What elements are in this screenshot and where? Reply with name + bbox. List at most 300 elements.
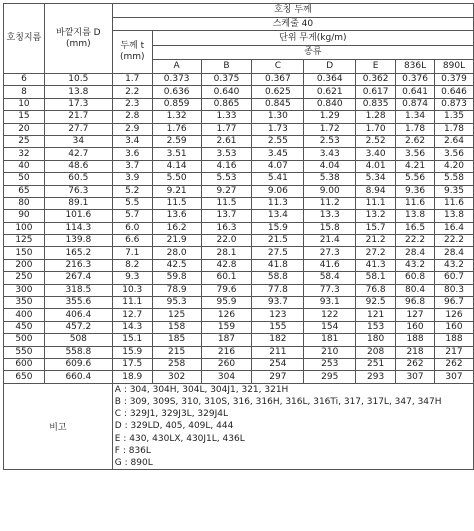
cell-weight-836l: 0.641 <box>396 86 435 98</box>
cell-weight-836l: 80.4 <box>396 284 435 296</box>
cell-weight-d: 13.3 <box>304 210 356 222</box>
cell-wall-thickness: 3.7 <box>112 160 152 172</box>
pipe-weight-table <box>3 3 474 470</box>
cell-weight-e: 3.40 <box>356 148 396 160</box>
header-grade-e: E <box>356 60 396 74</box>
cell-weight-836l: 22.2 <box>396 235 435 247</box>
cell-weight-c: 0.625 <box>252 86 304 98</box>
cell-wall-thickness: 18.9 <box>112 371 152 383</box>
cell-weight-d: 0.621 <box>304 86 356 98</box>
header-unit-weight: 단위 무게(kg/m) <box>152 31 473 46</box>
cell-weight-c: 123 <box>252 309 304 321</box>
cell-weight-d: 41.6 <box>304 259 356 271</box>
note-line: D : 329LD, 405, 409L, 444 <box>114 421 234 432</box>
cell-weight-890l: 188 <box>435 334 474 346</box>
cell-weight-c: 1.30 <box>252 111 304 123</box>
cell-weight-d: 295 <box>304 371 356 383</box>
cell-weight-836l: 28.4 <box>396 247 435 259</box>
cell-wall-thickness: 2.9 <box>112 123 152 135</box>
cell-weight-c: 297 <box>252 371 304 383</box>
cell-weight-c: 4.07 <box>252 160 304 172</box>
cell-weight-e: 4.01 <box>356 160 396 172</box>
cell-weight-890l: 0.646 <box>435 86 474 98</box>
cell-weight-c: 182 <box>252 334 304 346</box>
note-line: F : 836L <box>114 445 151 456</box>
cell-nominal-diameter: 6 <box>4 74 45 86</box>
cell-weight-890l: 11.6 <box>435 197 474 209</box>
cell-weight-890l: 13.8 <box>435 210 474 222</box>
table-row <box>4 123 474 135</box>
cell-weight-d: 122 <box>304 309 356 321</box>
cell-weight-d: 5.38 <box>304 173 356 185</box>
cell-weight-e: 13.2 <box>356 210 396 222</box>
cell-weight-c: 254 <box>252 358 304 370</box>
header-grade-a: A <box>152 60 201 74</box>
table-row <box>4 210 474 222</box>
cell-weight-a: 1.32 <box>152 111 201 123</box>
cell-weight-b: 216 <box>201 346 252 358</box>
table-row <box>4 86 474 98</box>
cell-weight-a: 258 <box>152 358 201 370</box>
cell-weight-836l: 3.56 <box>396 148 435 160</box>
cell-weight-c: 27.5 <box>252 247 304 259</box>
cell-weight-890l: 3.56 <box>435 148 474 160</box>
cell-weight-c: 211 <box>252 346 304 358</box>
cell-weight-c: 13.4 <box>252 210 304 222</box>
cell-weight-836l: 188 <box>396 334 435 346</box>
cell-nominal-diameter: 10 <box>4 98 45 110</box>
cell-weight-836l: 96.8 <box>396 297 435 309</box>
cell-wall-thickness: 9.3 <box>112 272 152 284</box>
cell-wall-thickness: 2.2 <box>112 86 152 98</box>
cell-weight-e: 2.52 <box>356 135 396 147</box>
header-grade-890l: 890L <box>435 60 474 74</box>
cell-weight-e: 0.617 <box>356 86 396 98</box>
cell-weight-a: 21.9 <box>152 235 201 247</box>
cell-weight-e: 0.835 <box>356 98 396 110</box>
cell-outer-diameter: 76.3 <box>44 185 112 197</box>
cell-weight-d: 93.1 <box>304 297 356 309</box>
cell-weight-a: 2.59 <box>152 135 201 147</box>
cell-weight-c: 58.8 <box>252 272 304 284</box>
table-row <box>4 321 474 333</box>
cell-wall-thickness: 2.8 <box>112 111 152 123</box>
header-grade-c: C <box>252 60 304 74</box>
cell-weight-a: 185 <box>152 334 201 346</box>
cell-weight-e: 41.3 <box>356 259 396 271</box>
cell-weight-a: 125 <box>152 309 201 321</box>
cell-weight-836l: 5.56 <box>396 173 435 185</box>
cell-weight-a: 59.8 <box>152 272 201 284</box>
cell-weight-836l: 0.376 <box>396 74 435 86</box>
cell-weight-a: 0.859 <box>152 98 201 110</box>
cell-weight-a: 0.636 <box>152 86 201 98</box>
cell-weight-a: 3.51 <box>152 148 201 160</box>
table-row <box>4 259 474 271</box>
cell-outer-diameter: 660.4 <box>44 371 112 383</box>
cell-wall-thickness: 1.7 <box>112 74 152 86</box>
cell-weight-b: 5.53 <box>201 173 252 185</box>
table-row <box>4 135 474 147</box>
cell-weight-836l: 1.78 <box>396 123 435 135</box>
cell-wall-thickness: 2.3 <box>112 98 152 110</box>
cell-nominal-diameter: 350 <box>4 297 45 309</box>
cell-weight-a: 1.76 <box>152 123 201 135</box>
cell-outer-diameter: 13.8 <box>44 86 112 98</box>
table-row <box>4 111 474 123</box>
cell-weight-d: 15.8 <box>304 222 356 234</box>
cell-weight-836l: 9.36 <box>396 185 435 197</box>
cell-weight-890l: 2.64 <box>435 135 474 147</box>
cell-weight-c: 9.06 <box>252 185 304 197</box>
table-row <box>4 358 474 370</box>
cell-weight-890l: 22.2 <box>435 235 474 247</box>
cell-weight-d: 1.72 <box>304 123 356 135</box>
table-row <box>4 98 474 110</box>
cell-weight-836l: 43.2 <box>396 259 435 271</box>
cell-nominal-diameter: 25 <box>4 135 45 147</box>
cell-weight-a: 158 <box>152 321 201 333</box>
cell-outer-diameter: 558.8 <box>44 346 112 358</box>
cell-weight-e: 1.70 <box>356 123 396 135</box>
cell-outer-diameter: 267.4 <box>44 272 112 284</box>
cell-outer-diameter: 355.6 <box>44 297 112 309</box>
table-row <box>4 346 474 358</box>
cell-weight-b: 13.7 <box>201 210 252 222</box>
cell-outer-diameter: 89.1 <box>44 197 112 209</box>
cell-weight-890l: 9.35 <box>435 185 474 197</box>
cell-outer-diameter: 21.7 <box>44 111 112 123</box>
table-row <box>4 334 474 346</box>
cell-weight-b: 42.8 <box>201 259 252 271</box>
cell-nominal-diameter: 90 <box>4 210 45 222</box>
cell-nominal-diameter: 550 <box>4 346 45 358</box>
cell-wall-thickness: 3.6 <box>112 148 152 160</box>
cell-weight-d: 4.04 <box>304 160 356 172</box>
cell-weight-c: 41.8 <box>252 259 304 271</box>
cell-weight-836l: 1.34 <box>396 111 435 123</box>
cell-weight-890l: 1.78 <box>435 123 474 135</box>
cell-wall-thickness: 5.7 <box>112 210 152 222</box>
cell-wall-thickness: 8.2 <box>112 259 152 271</box>
table-row <box>4 148 474 160</box>
cell-weight-c: 21.5 <box>252 235 304 247</box>
cell-weight-c: 5.41 <box>252 173 304 185</box>
cell-nominal-diameter: 15 <box>4 111 45 123</box>
cell-weight-e: 1.28 <box>356 111 396 123</box>
cell-weight-836l: 11.6 <box>396 197 435 209</box>
cell-weight-d: 0.364 <box>304 74 356 86</box>
header-outer-diameter: 바깥지름 D (mm) <box>44 4 112 74</box>
cell-outer-diameter: 42.7 <box>44 148 112 160</box>
cell-weight-890l: 43.2 <box>435 259 474 271</box>
cell-wall-thickness: 3.4 <box>112 135 152 147</box>
cell-outer-diameter: 10.5 <box>44 74 112 86</box>
cell-weight-890l: 28.4 <box>435 247 474 259</box>
cell-weight-a: 4.14 <box>152 160 201 172</box>
cell-outer-diameter: 457.2 <box>44 321 112 333</box>
cell-nominal-diameter: 300 <box>4 284 45 296</box>
cell-nominal-diameter: 32 <box>4 148 45 160</box>
note-line: C : 329J1, 329J3L, 329J4L <box>114 409 228 420</box>
cell-weight-a: 11.5 <box>152 197 201 209</box>
cell-weight-890l: 262 <box>435 358 474 370</box>
cell-weight-e: 11.1 <box>356 197 396 209</box>
cell-weight-d: 2.53 <box>304 135 356 147</box>
table-row <box>4 371 474 383</box>
cell-nominal-diameter: 400 <box>4 309 45 321</box>
cell-weight-a: 16.2 <box>152 222 201 234</box>
cell-weight-836l: 127 <box>396 309 435 321</box>
cell-weight-d: 210 <box>304 346 356 358</box>
cell-nominal-diameter: 40 <box>4 160 45 172</box>
cell-nominal-diameter: 250 <box>4 272 45 284</box>
cell-weight-a: 215 <box>152 346 201 358</box>
note-line: E : 430, 430LX, 430J1L, 436L <box>114 433 245 444</box>
cell-weight-b: 260 <box>201 358 252 370</box>
cell-weight-b: 4.16 <box>201 160 252 172</box>
cell-wall-thickness: 17.5 <box>112 358 152 370</box>
table-row <box>4 247 474 259</box>
cell-wall-thickness: 5.2 <box>112 185 152 197</box>
cell-weight-c: 1.73 <box>252 123 304 135</box>
cell-weight-d: 3.43 <box>304 148 356 160</box>
cell-weight-c: 2.55 <box>252 135 304 147</box>
table-row <box>4 309 474 321</box>
cell-weight-b: 0.640 <box>201 86 252 98</box>
cell-weight-b: 3.53 <box>201 148 252 160</box>
cell-nominal-diameter: 100 <box>4 222 45 234</box>
notes-label: 비고 <box>4 383 113 469</box>
cell-weight-d: 181 <box>304 334 356 346</box>
cell-wall-thickness: 12.7 <box>112 309 152 321</box>
table-body <box>4 74 474 384</box>
cell-weight-a: 28.0 <box>152 247 201 259</box>
cell-weight-c: 11.3 <box>252 197 304 209</box>
cell-weight-d: 58.4 <box>304 272 356 284</box>
cell-outer-diameter: 609.6 <box>44 358 112 370</box>
cell-weight-e: 293 <box>356 371 396 383</box>
cell-weight-b: 79.6 <box>201 284 252 296</box>
cell-wall-thickness: 6.0 <box>112 222 152 234</box>
cell-outer-diameter: 17.3 <box>44 98 112 110</box>
header-schedule: 스케줄 40 <box>112 18 473 31</box>
cell-weight-b: 9.27 <box>201 185 252 197</box>
header-nominal-thickness: 호칭 두께 <box>112 4 473 18</box>
cell-weight-b: 1.33 <box>201 111 252 123</box>
cell-weight-e: 0.362 <box>356 74 396 86</box>
header-grade-d: D <box>304 60 356 74</box>
cell-weight-890l: 5.58 <box>435 173 474 185</box>
cell-nominal-diameter: 500 <box>4 334 45 346</box>
header-kind: 종류 <box>152 46 473 60</box>
cell-wall-thickness: 14.3 <box>112 321 152 333</box>
cell-nominal-diameter: 600 <box>4 358 45 370</box>
cell-weight-890l: 16.4 <box>435 222 474 234</box>
cell-weight-b: 0.375 <box>201 74 252 86</box>
cell-weight-e: 121 <box>356 309 396 321</box>
cell-outer-diameter: 165.2 <box>44 247 112 259</box>
cell-weight-890l: 1.35 <box>435 111 474 123</box>
cell-weight-d: 253 <box>304 358 356 370</box>
cell-weight-d: 154 <box>304 321 356 333</box>
cell-weight-c: 0.367 <box>252 74 304 86</box>
cell-outer-diameter: 101.6 <box>44 210 112 222</box>
cell-weight-c: 3.45 <box>252 148 304 160</box>
cell-weight-b: 126 <box>201 309 252 321</box>
cell-weight-e: 180 <box>356 334 396 346</box>
table-row <box>4 185 474 197</box>
cell-weight-a: 13.6 <box>152 210 201 222</box>
cell-weight-b: 304 <box>201 371 252 383</box>
cell-weight-d: 9.00 <box>304 185 356 197</box>
cell-weight-c: 93.7 <box>252 297 304 309</box>
cell-nominal-diameter: 200 <box>4 259 45 271</box>
cell-weight-836l: 16.5 <box>396 222 435 234</box>
cell-weight-e: 251 <box>356 358 396 370</box>
table-row <box>4 222 474 234</box>
table-row <box>4 160 474 172</box>
cell-weight-d: 27.3 <box>304 247 356 259</box>
cell-wall-thickness: 7.1 <box>112 247 152 259</box>
cell-nominal-diameter: 8 <box>4 86 45 98</box>
cell-weight-e: 27.2 <box>356 247 396 259</box>
header-wall-thickness: 두께 t (mm) <box>112 31 152 74</box>
cell-weight-a: 95.3 <box>152 297 201 309</box>
cell-outer-diameter: 60.5 <box>44 173 112 185</box>
cell-weight-e: 153 <box>356 321 396 333</box>
cell-weight-a: 0.373 <box>152 74 201 86</box>
cell-weight-b: 1.77 <box>201 123 252 135</box>
cell-weight-d: 0.840 <box>304 98 356 110</box>
cell-weight-836l: 60.8 <box>396 272 435 284</box>
cell-weight-a: 5.50 <box>152 173 201 185</box>
cell-nominal-diameter: 450 <box>4 321 45 333</box>
cell-weight-836l: 4.21 <box>396 160 435 172</box>
cell-weight-e: 208 <box>356 346 396 358</box>
cell-outer-diameter: 48.6 <box>44 160 112 172</box>
table-row <box>4 74 474 86</box>
cell-weight-890l: 60.7 <box>435 272 474 284</box>
cell-outer-diameter: 34 <box>44 135 112 147</box>
table-row <box>4 173 474 185</box>
cell-nominal-diameter: 125 <box>4 235 45 247</box>
cell-outer-diameter: 139.8 <box>44 235 112 247</box>
cell-weight-836l: 13.8 <box>396 210 435 222</box>
cell-weight-836l: 218 <box>396 346 435 358</box>
cell-weight-e: 92.5 <box>356 297 396 309</box>
cell-weight-836l: 262 <box>396 358 435 370</box>
cell-weight-b: 16.3 <box>201 222 252 234</box>
cell-weight-890l: 80.3 <box>435 284 474 296</box>
cell-nominal-diameter: 65 <box>4 185 45 197</box>
cell-outer-diameter: 406.4 <box>44 309 112 321</box>
cell-weight-c: 0.845 <box>252 98 304 110</box>
cell-weight-836l: 307 <box>396 371 435 383</box>
cell-weight-890l: 217 <box>435 346 474 358</box>
cell-wall-thickness: 3.9 <box>112 173 152 185</box>
table-row <box>4 197 474 209</box>
cell-weight-836l: 0.874 <box>396 98 435 110</box>
cell-nominal-diameter: 20 <box>4 123 45 135</box>
cell-weight-890l: 96.7 <box>435 297 474 309</box>
cell-weight-b: 95.9 <box>201 297 252 309</box>
cell-wall-thickness: 6.6 <box>112 235 152 247</box>
cell-weight-e: 21.2 <box>356 235 396 247</box>
table-row <box>4 235 474 247</box>
header-nominal-diameter: 호칭지름 <box>4 4 45 74</box>
cell-weight-e: 15.7 <box>356 222 396 234</box>
cell-weight-b: 11.5 <box>201 197 252 209</box>
cell-weight-b: 22.0 <box>201 235 252 247</box>
header-grade-836l: 836L <box>396 60 435 74</box>
note-line: G : 890L <box>114 457 153 468</box>
cell-weight-890l: 0.873 <box>435 98 474 110</box>
cell-weight-a: 302 <box>152 371 201 383</box>
cell-weight-890l: 307 <box>435 371 474 383</box>
cell-weight-b: 187 <box>201 334 252 346</box>
cell-outer-diameter: 216.3 <box>44 259 112 271</box>
cell-weight-b: 60.1 <box>201 272 252 284</box>
cell-weight-890l: 126 <box>435 309 474 321</box>
cell-wall-thickness: 15.1 <box>112 334 152 346</box>
cell-weight-890l: 0.379 <box>435 74 474 86</box>
cell-wall-thickness: 15.9 <box>112 346 152 358</box>
cell-weight-a: 78.9 <box>152 284 201 296</box>
cell-weight-c: 155 <box>252 321 304 333</box>
cell-weight-b: 0.865 <box>201 98 252 110</box>
cell-outer-diameter: 114.3 <box>44 222 112 234</box>
note-line: B : 309, 309S, 310, 310S, 316, 316H, 316L, 316Ti, 317, 317L, 347, 347H <box>114 396 442 407</box>
cell-weight-890l: 4.20 <box>435 160 474 172</box>
cell-weight-b: 159 <box>201 321 252 333</box>
cell-wall-thickness: 11.1 <box>112 297 152 309</box>
cell-nominal-diameter: 80 <box>4 197 45 209</box>
cell-outer-diameter: 508 <box>44 334 112 346</box>
cell-weight-c: 15.9 <box>252 222 304 234</box>
cell-nominal-diameter: 650 <box>4 371 45 383</box>
cell-outer-diameter: 27.7 <box>44 123 112 135</box>
cell-weight-d: 1.29 <box>304 111 356 123</box>
cell-weight-b: 28.1 <box>201 247 252 259</box>
header-grade-b: B <box>201 60 252 74</box>
cell-weight-a: 42.5 <box>152 259 201 271</box>
cell-weight-d: 21.4 <box>304 235 356 247</box>
cell-nominal-diameter: 50 <box>4 173 45 185</box>
cell-weight-a: 9.21 <box>152 185 201 197</box>
cell-weight-c: 77.8 <box>252 284 304 296</box>
cell-weight-e: 58.1 <box>356 272 396 284</box>
table-row <box>4 272 474 284</box>
note-line: A : 304, 304H, 304L, 304J1, 321, 321H <box>114 384 289 395</box>
cell-nominal-diameter: 150 <box>4 247 45 259</box>
cell-wall-thickness: 10.3 <box>112 284 152 296</box>
cell-weight-890l: 160 <box>435 321 474 333</box>
cell-outer-diameter: 318.5 <box>44 284 112 296</box>
cell-weight-836l: 2.62 <box>396 135 435 147</box>
cell-weight-e: 76.8 <box>356 284 396 296</box>
cell-weight-836l: 160 <box>396 321 435 333</box>
cell-weight-b: 2.61 <box>201 135 252 147</box>
table-row <box>4 297 474 309</box>
notes-cell <box>112 383 473 469</box>
cell-weight-d: 11.2 <box>304 197 356 209</box>
cell-weight-e: 5.34 <box>356 173 396 185</box>
cell-weight-e: 8.94 <box>356 185 396 197</box>
cell-wall-thickness: 5.5 <box>112 197 152 209</box>
cell-weight-d: 77.3 <box>304 284 356 296</box>
table-row <box>4 284 474 296</box>
